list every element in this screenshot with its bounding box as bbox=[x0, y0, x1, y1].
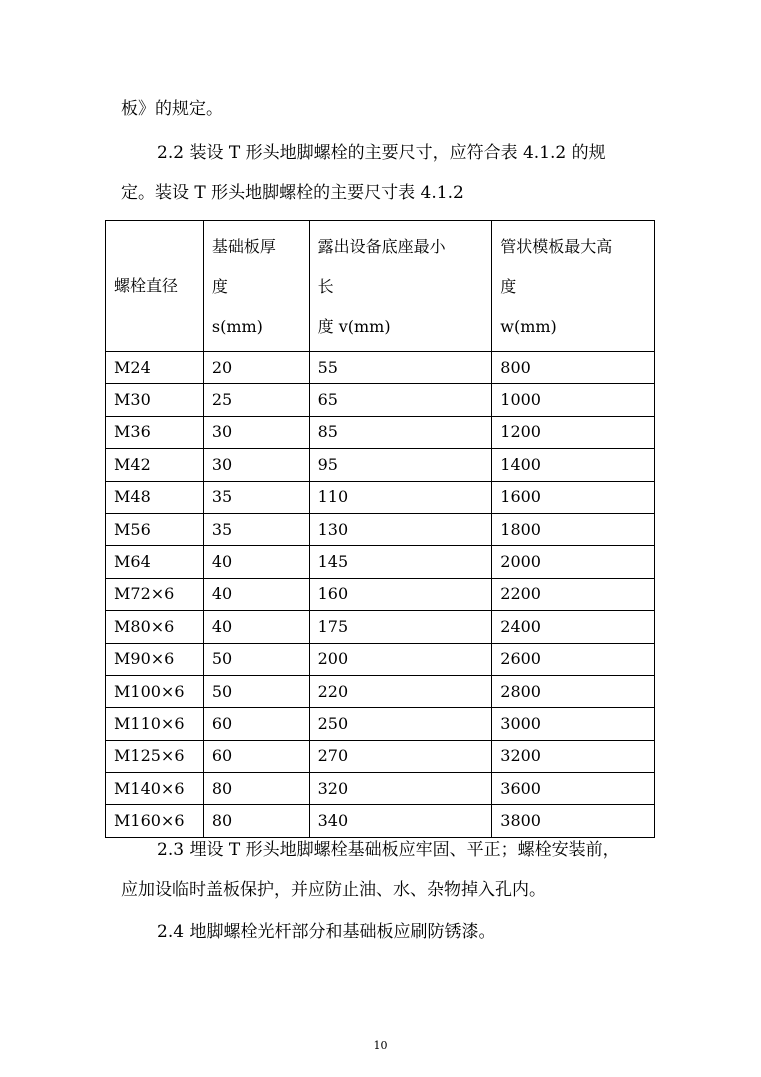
paragraph-line: 2.2 装设 T 形头地脚螺栓的主要尺寸，应符合表 4.1.2 的规 bbox=[157, 143, 606, 163]
thickness-cell: 60 bbox=[203, 708, 309, 740]
table-row bbox=[106, 416, 655, 448]
table-row bbox=[106, 384, 655, 416]
header-text-line: w(mm) bbox=[500, 317, 557, 336]
template-height-cell: 1800 bbox=[492, 513, 655, 545]
exposed-length-cell: 250 bbox=[309, 708, 492, 740]
header-text-line: 度 v(mm) bbox=[317, 317, 391, 336]
exposed-length-cell: 160 bbox=[309, 578, 492, 610]
header-bolt-diameter: 螺栓直径 bbox=[106, 221, 204, 352]
bolt-diameter-cell: M48 bbox=[106, 481, 204, 513]
template-height-cell: 3000 bbox=[492, 708, 655, 740]
table-row bbox=[106, 805, 655, 837]
header-max-tube-template-height bbox=[492, 221, 655, 352]
header-text-line: 管状模板最大高 bbox=[500, 237, 613, 256]
bolt-diameter-cell: M56 bbox=[106, 513, 204, 545]
bolt-diameter-cell: M160×6 bbox=[106, 805, 204, 837]
template-height-cell: 2000 bbox=[492, 546, 655, 578]
table-row bbox=[106, 708, 655, 740]
header-text-line: 基础板厚 bbox=[211, 237, 276, 256]
table-row bbox=[106, 740, 655, 772]
thickness-cell: 40 bbox=[203, 611, 309, 643]
exposed-length-cell: 320 bbox=[309, 773, 492, 805]
exposed-length-cell: 95 bbox=[309, 449, 492, 481]
template-height-cell: 800 bbox=[492, 352, 655, 384]
template-height-cell: 3800 bbox=[492, 805, 655, 837]
thickness-cell: 50 bbox=[203, 675, 309, 707]
thickness-cell: 20 bbox=[203, 352, 309, 384]
template-height-cell: 1200 bbox=[492, 416, 655, 448]
thickness-cell: 80 bbox=[203, 773, 309, 805]
header-text-line: 度 bbox=[500, 277, 517, 296]
thickness-cell: 35 bbox=[203, 481, 309, 513]
header-text-line: 长 bbox=[317, 277, 334, 296]
table-row bbox=[106, 611, 655, 643]
exposed-length-cell: 220 bbox=[309, 675, 492, 707]
exposed-length-cell: 55 bbox=[309, 352, 492, 384]
thickness-cell: 40 bbox=[203, 578, 309, 610]
template-height-cell: 3200 bbox=[492, 740, 655, 772]
template-height-cell: 1000 bbox=[492, 384, 655, 416]
paragraph-line: 2.3 埋设 T 形头地脚螺栓基础板应牢固、平正；螺栓安装前， bbox=[157, 840, 620, 860]
bolt-diameter-cell: M140×6 bbox=[106, 773, 204, 805]
thickness-cell: 35 bbox=[203, 513, 309, 545]
table-row bbox=[106, 675, 655, 707]
header-base-plate-thickness bbox=[203, 221, 309, 352]
table-caption: 定。装设 T 形头地脚螺栓的主要尺寸表 4.1.2 bbox=[121, 183, 464, 203]
exposed-length-cell: 175 bbox=[309, 611, 492, 643]
bolt-diameter-cell: M100×6 bbox=[106, 675, 204, 707]
table-row bbox=[106, 546, 655, 578]
exposed-length-cell: 65 bbox=[309, 384, 492, 416]
exposed-length-cell: 110 bbox=[309, 481, 492, 513]
bolt-diameter-cell: M110×6 bbox=[106, 708, 204, 740]
bolt-diameter-cell: M80×6 bbox=[106, 611, 204, 643]
exposed-length-cell: 85 bbox=[309, 416, 492, 448]
template-height-cell: 2800 bbox=[492, 675, 655, 707]
header-text-line: 度 bbox=[211, 277, 228, 296]
paragraph-line: 板》的规定。 bbox=[121, 99, 223, 119]
bolt-diameter-cell: M42 bbox=[106, 449, 204, 481]
table-row bbox=[106, 352, 655, 384]
template-height-cell: 2400 bbox=[492, 611, 655, 643]
exposed-length-cell: 130 bbox=[309, 513, 492, 545]
thickness-cell: 50 bbox=[203, 643, 309, 675]
table-row bbox=[106, 449, 655, 481]
bolt-diameter-cell: M30 bbox=[106, 384, 204, 416]
bolt-diameter-cell: M24 bbox=[106, 352, 204, 384]
bolt-diameter-cell: M90×6 bbox=[106, 643, 204, 675]
paragraph-line: 应加设临时盖板保护，并应防止油、水、杂物掉入孔内。 bbox=[121, 880, 546, 900]
template-height-cell: 1400 bbox=[492, 449, 655, 481]
bolt-diameter-cell: M125×6 bbox=[106, 740, 204, 772]
template-height-cell: 2600 bbox=[492, 643, 655, 675]
bolt-diameter-cell: M64 bbox=[106, 546, 204, 578]
bolt-dimension-table bbox=[105, 220, 655, 838]
table-row bbox=[106, 578, 655, 610]
exposed-length-cell: 200 bbox=[309, 643, 492, 675]
table-header-row bbox=[106, 221, 655, 352]
paragraph-line: 2.4 地脚螺栓光杆部分和基础板应刷防锈漆。 bbox=[157, 922, 496, 942]
thickness-cell: 25 bbox=[203, 384, 309, 416]
table-row bbox=[106, 773, 655, 805]
thickness-cell: 40 bbox=[203, 546, 309, 578]
header-text-line: s(mm) bbox=[211, 317, 263, 336]
thickness-cell: 80 bbox=[203, 805, 309, 837]
thickness-cell: 60 bbox=[203, 740, 309, 772]
thickness-cell: 30 bbox=[203, 449, 309, 481]
table-row bbox=[106, 513, 655, 545]
exposed-length-cell: 270 bbox=[309, 740, 492, 772]
bolt-diameter-cell: M72×6 bbox=[106, 578, 204, 610]
header-text-line: 露出设备底座最小 bbox=[317, 237, 446, 256]
page-number: 10 bbox=[373, 1039, 388, 1052]
thickness-cell: 30 bbox=[203, 416, 309, 448]
table-row bbox=[106, 643, 655, 675]
template-height-cell: 3600 bbox=[492, 773, 655, 805]
exposed-length-cell: 340 bbox=[309, 805, 492, 837]
template-height-cell: 1600 bbox=[492, 481, 655, 513]
table-row bbox=[106, 481, 655, 513]
template-height-cell: 2200 bbox=[492, 578, 655, 610]
bolt-diameter-cell: M36 bbox=[106, 416, 204, 448]
exposed-length-cell: 145 bbox=[309, 546, 492, 578]
header-min-exposed-length bbox=[309, 221, 492, 352]
